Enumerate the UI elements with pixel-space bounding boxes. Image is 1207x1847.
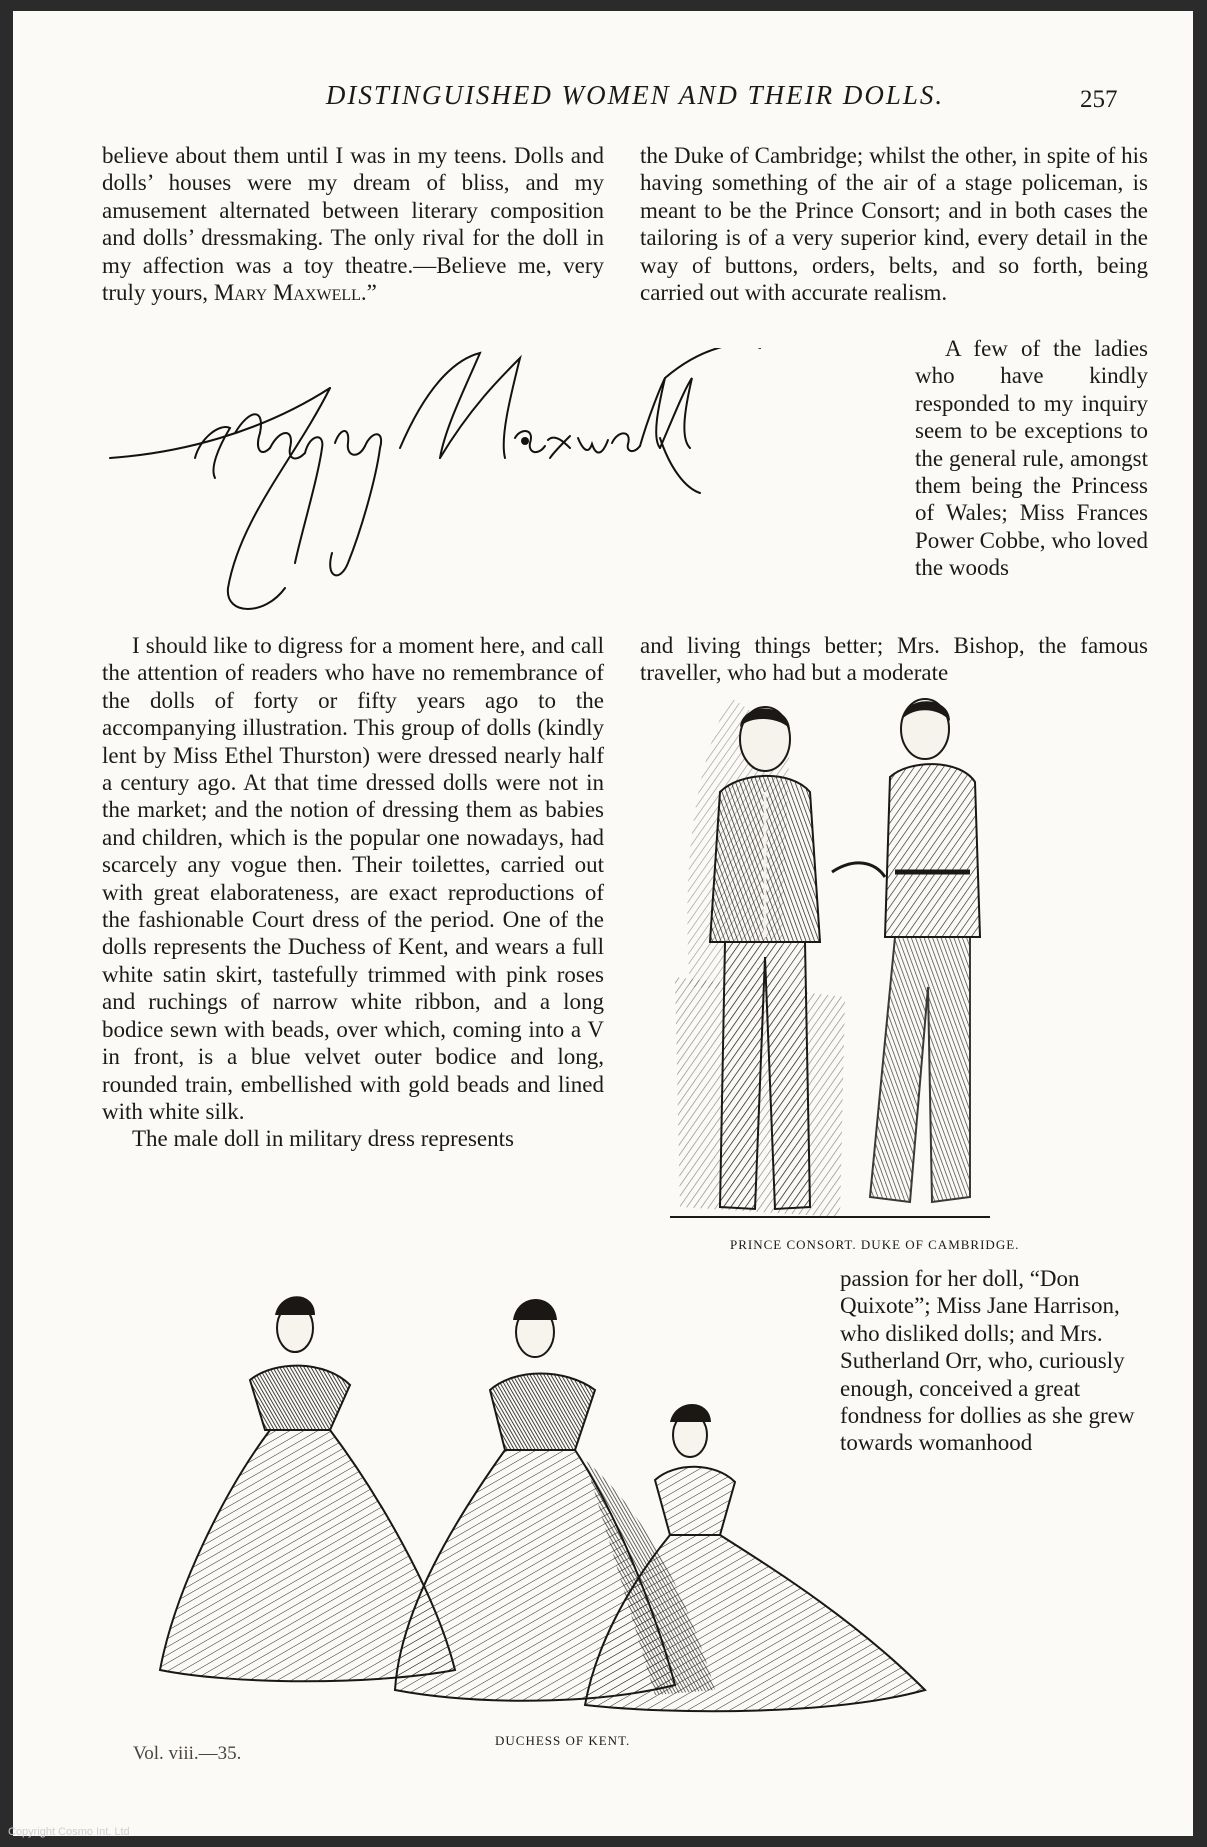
signature-ink-dot — [521, 437, 529, 445]
page-number: 257 — [1080, 86, 1118, 113]
running-head: DISTINGUISHED WOMEN AND THEIR DOLLS. — [325, 80, 945, 110]
male-dolls-illustration — [670, 697, 1090, 1222]
paragraph-male-doll-start: The male doll in military dress represents — [132, 1126, 514, 1152]
letter-closing-paragraph — [102, 142, 604, 306]
handwritten-signature — [100, 348, 900, 618]
caption-female-dolls: DUCHESS OF KENT. — [495, 1733, 631, 1748]
caption-male-dolls: PRINCE CONSORT. DUKE OF CAMBRIDGE. — [730, 1237, 1020, 1252]
letter-closing-quote: .” — [360, 280, 377, 306]
paragraph-exceptions-wide-text: and living things better; Mrs. Bishop, the famous traveller, who had but a moderate — [640, 633, 1148, 686]
paragraph-exceptions-continued — [640, 632, 1148, 687]
signature-text: Mary Maxwell — [100, 348, 106, 349]
paragraph-exceptions-narrow — [915, 335, 1148, 582]
copyright-notice: Copyright Cosmo Int. Ltd — [8, 1826, 130, 1838]
letter-signatory-name: Mary Maxwell — [213, 280, 361, 306]
female-dolls-illustration — [155, 1290, 1075, 1720]
duke-of-cambridge-doll — [832, 699, 980, 1202]
paragraph-male-doll-end — [640, 142, 1148, 306]
paragraph-exceptions-narrow-text: A few of the ladies who have kindly responded to my inquiry seem to be exceptions to the general rule, amongst them being the Princess of Wales; Miss Frances Power Cobbe, who loved the woods — [915, 336, 1148, 581]
volume-label: Vol. viii.—35. — [133, 1743, 242, 1764]
left-column-body — [102, 632, 604, 1153]
paragraph-exceptions-end-text: passion for her doll, “Don Quixote”; Miss Jane Harrison, who disliked dolls; and Mrs. Sutherland Orr, who, curiously enough, conceived a great fondness for dollies as she grew towards womanhood — [840, 1266, 1135, 1456]
letter-closing-text: believe about them until I was in my teens. Dolls and dolls’ houses were my dream of bliss, and my amusement alternated between literary composition and dolls’ dressmaking. The only rival for the doll in my affection was a toy theatre.—Believe me, very truly yours, — [102, 143, 604, 306]
paragraph-male-doll-end-text: the Duke of Cambridge; whilst the other, in spite of his having something of the air of a stage policeman, is meant to be the Prince Consort; and in both cases the tailoring is of a very superior kind, every detail in the way of buttons, orders, belts, and so forth, being carried out with accurate realism. — [640, 143, 1148, 306]
paragraph-digress: I should like to digress for a moment here, and call the attention of readers who have no remembrance of the dolls of forty or fifty years ago to the accompanying illustration. This group of dolls (kindly lent by Miss Ethel Thurston) were dressed nearly half a century ago. At that time dressed dolls were not in the market; and the notion of dressing them as babies and children, which is the popular one nowadays, had scarcely any vogue then. Their toilettes, carried out with great elaborateness, are exact reproductions of the fashionable Court dress of the period. One of the dolls represents the Duchess of Kent, and wears a full white satin skirt, tastefully trimmed with pink roses and ruchings of narrow white ribbon, and a long bodice sewn with beads, over which, coming into a V in front, is a blue velvet outer bodice and long, rounded train, embellished with gold beads and lined with white silk. — [102, 633, 604, 1124]
